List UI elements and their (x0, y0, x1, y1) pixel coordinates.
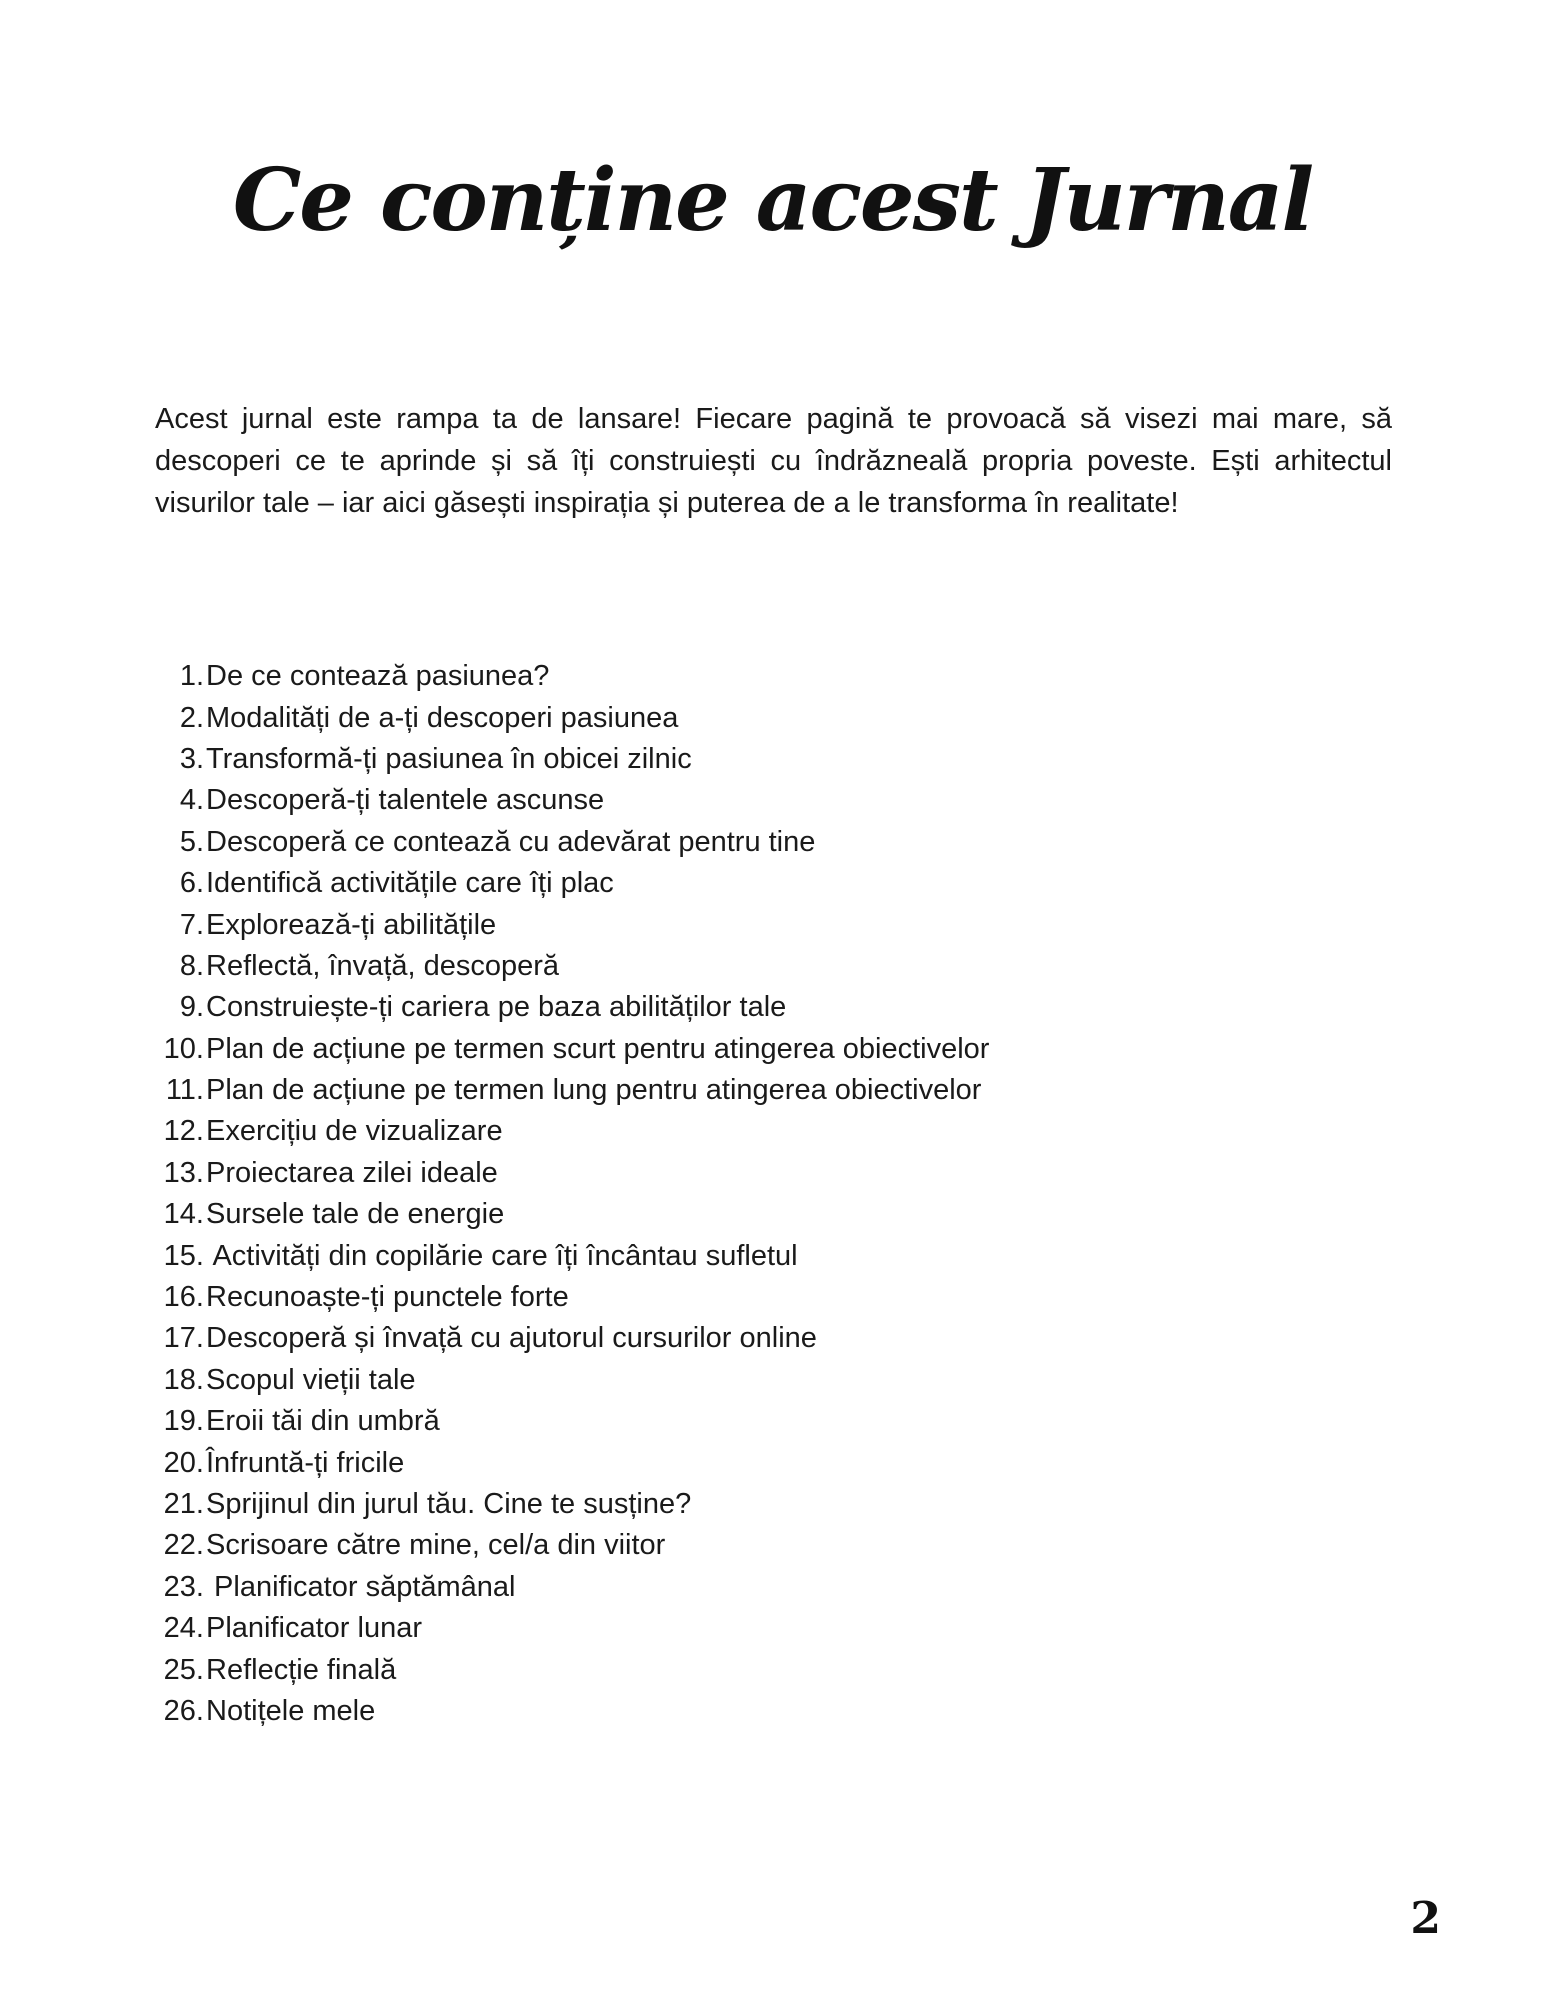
toc-item-number: 14. (163, 1198, 204, 1231)
toc-item-text: Sursele tale de energie (206, 1198, 505, 1231)
toc-item-number: 5. (179, 825, 204, 858)
toc-item (150, 1691, 1150, 1732)
toc-item-number: 21. (163, 1488, 204, 1520)
page-number: 2 (1410, 1893, 1441, 1944)
toc-item-text: De ce contează pasiunea? (206, 660, 550, 693)
toc-item-number: 4. (179, 784, 204, 817)
toc-item-text: Construiește-ți cariera pe baza abilităților tale (206, 991, 787, 1024)
toc-item-text: Reflecție finală (206, 1653, 397, 1686)
toc-item-text: Plan de acțiune pe termen scurt pentru atingerea obiectivelor (206, 1032, 990, 1065)
toc-item-number: 16. (163, 1281, 204, 1314)
page-title: Ce conține acest Jurnal (232, 150, 1313, 251)
toc-item-text: Recunoaște-ți punctele forte (206, 1281, 569, 1314)
toc-item-number: 10. (163, 1032, 204, 1065)
toc-item-text: Planificator lunar (206, 1612, 422, 1645)
toc-item-number: 2. (179, 701, 204, 734)
toc-item-text: Planificator săptămânal (206, 1570, 516, 1603)
toc-item-number: 8. (179, 949, 204, 982)
toc-item-text: Sprijinul din jurul tău. Cine te susține? (206, 1488, 692, 1520)
toc-item (150, 697, 1150, 738)
toc-item (150, 1070, 1150, 1111)
toc-item-text: Descoperă și învață cu ajutorul cursurilor online (206, 1322, 817, 1355)
toc-item-number: 13. (163, 1156, 204, 1189)
toc-item (150, 1567, 1150, 1608)
toc-item-number: 22. (163, 1529, 204, 1562)
toc-item-text: Exercițiu de vizualizare (206, 1115, 503, 1148)
toc-item-number: 12. (163, 1115, 204, 1148)
toc-item-text: Activități din copilărie care îți încântau sufletul (206, 1239, 798, 1272)
toc-item-number: 19. (163, 1405, 204, 1438)
toc-item-text: Plan de acțiune pe termen lung pentru atingerea obiectivelor (206, 1074, 982, 1107)
toc-item-number: 24. (163, 1612, 204, 1645)
toc-item (150, 1194, 1150, 1235)
toc-item (150, 1649, 1150, 1690)
toc-item (150, 987, 1150, 1028)
toc-item-text: Identifică activitățile care îți plac (206, 867, 614, 900)
toc-item-number: 9. (179, 991, 204, 1024)
toc-item-text: Notițele mele (206, 1694, 376, 1727)
toc-item-text: Proiectarea zilei ideale (206, 1156, 498, 1189)
toc-item-number: 20. (163, 1446, 204, 1479)
toc-item (150, 1318, 1150, 1359)
toc-item (150, 1525, 1150, 1566)
toc-item-number: 3. (179, 742, 204, 775)
toc-item (150, 739, 1150, 780)
toc-item (150, 946, 1150, 987)
toc-item-text: Reflectă, învață, descoperă (206, 949, 560, 982)
toc-item (150, 1608, 1150, 1649)
toc-item (150, 1153, 1150, 1194)
toc-item-text: Scopul vieții tale (206, 1363, 416, 1396)
toc-item (150, 1442, 1150, 1483)
toc-item (150, 1111, 1150, 1152)
toc-item-text: Transformă-ți pasiunea în obicei zilnic (206, 742, 692, 775)
toc-item-text: Modalități de a-ți descoperi pasiunea (206, 701, 679, 734)
toc-item-number: 11. (165, 1074, 204, 1107)
toc-item-text: Descoperă-ți talentele ascunse (206, 784, 605, 817)
toc-item-text: Explorează-ți abilitățile (206, 908, 497, 941)
toc-item (150, 1360, 1150, 1401)
toc-item-number: 6. (179, 867, 204, 900)
toc-item-number: 15. (163, 1239, 204, 1272)
toc-item (150, 1235, 1150, 1276)
toc-item-number: 23. (163, 1570, 204, 1603)
toc-item (150, 863, 1150, 904)
toc-item-text: Înfruntă-ți fricile (206, 1446, 405, 1479)
table-of-contents (150, 656, 1150, 1732)
toc-item-number: 7. (179, 908, 204, 941)
toc-item (150, 1401, 1150, 1442)
toc-item-text: Eroii tăi din umbră (206, 1405, 440, 1438)
toc-item-text: Scrisoare către mine, cel/a din viitor (206, 1529, 666, 1562)
toc-item (150, 1277, 1150, 1318)
intro-paragraph: Acest jurnal este rampa ta de lansare! Fiecare pagină te provoacă să visezi mai mare, să descoperi ce te aprinde și să îți construiești cu îndrăzneală propria poveste. Ești arhitectul visurilor tale – iar aici găsești inspirația și puterea de a le transforma în realitate! (155, 403, 1392, 519)
toc-item-number: 17. (163, 1322, 204, 1355)
toc-item (150, 1029, 1150, 1070)
toc-item (150, 904, 1150, 945)
toc-item-number: 18. (163, 1363, 204, 1396)
toc-item-number: 26. (163, 1694, 204, 1727)
toc-item (150, 1484, 1150, 1525)
toc-item-number: 1. (179, 660, 204, 693)
toc-item-text: Descoperă ce contează cu adevărat pentru tine (206, 825, 816, 858)
toc-item (150, 822, 1150, 863)
toc-item (150, 780, 1150, 821)
toc-item-number: 25. (163, 1653, 204, 1686)
toc-item (150, 656, 1150, 697)
